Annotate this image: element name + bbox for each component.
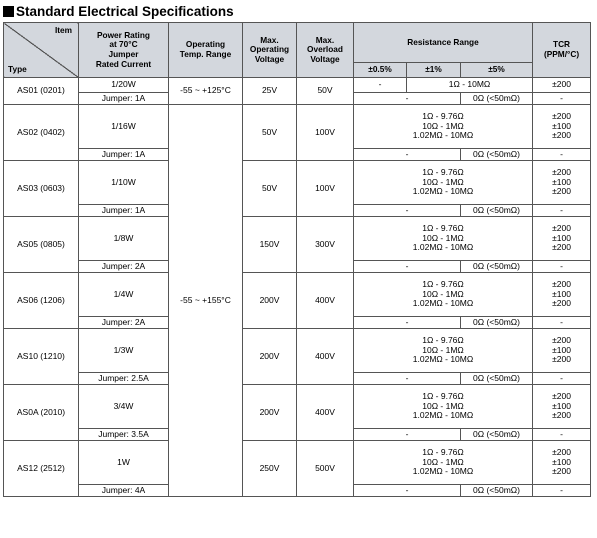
power-cell: 1/20W <box>79 78 169 93</box>
tcr-line: ±100 <box>552 288 571 299</box>
table-row <box>4 78 591 93</box>
temp-range-cell: -55 ~ +155°C <box>169 105 243 497</box>
section-title-text: Standard Electrical Specifications <box>16 3 234 19</box>
jumper-zero-cell: 0Ω (<50mΩ) <box>461 485 533 497</box>
tcr-line: ±200 <box>552 110 571 121</box>
tcr-line: ±200 <box>552 410 571 421</box>
jumper-cell: Jumper: 3.5A <box>79 429 169 441</box>
overload-cell: 100V <box>297 161 354 217</box>
tcr-line: ±100 <box>552 344 571 355</box>
resistance-line: 1.02MΩ - 10MΩ <box>412 186 474 197</box>
header-type-label: Type <box>8 64 27 75</box>
header-voltage-line: Operating <box>249 44 290 55</box>
tcr-cell <box>533 217 591 261</box>
overload-cell: 300V <box>297 217 354 273</box>
jumper-zero-cell: 0Ω (<50mΩ) <box>461 429 533 441</box>
tcr-cell: ±200 <box>533 78 591 93</box>
jumper-zero-cell: 0Ω (<50mΩ) <box>461 317 533 329</box>
tcr-line: ±200 <box>552 446 571 457</box>
tcr-cell <box>533 161 591 205</box>
header-tcr-line: (PPM/°C) <box>543 49 580 59</box>
power-cell: 1/8W <box>79 217 169 261</box>
resistance-line: 1Ω - 9.76Ω <box>422 222 464 233</box>
jumper-cell: Jumper: 1A <box>79 149 169 161</box>
type-cell: AS12 (2512) <box>4 441 79 497</box>
resistance-line: 1Ω - 9.76Ω <box>422 390 464 401</box>
voltage-cell: 200V <box>243 329 297 385</box>
resistance-range-cell <box>354 329 533 373</box>
resistance-range-cell <box>354 273 533 317</box>
resistance-range-cell <box>354 161 533 205</box>
resistance-line: 1.02MΩ - 10MΩ <box>412 130 474 141</box>
spec-table <box>3 22 591 497</box>
jumper-tcr-cell: - <box>533 149 591 161</box>
resistance-line: 10Ω - 1MΩ <box>422 288 464 299</box>
jumper-cell: Jumper: 2A <box>79 261 169 273</box>
table-row <box>4 161 591 205</box>
voltage-cell: 200V <box>243 385 297 441</box>
voltage-cell: 250V <box>243 441 297 497</box>
tcr-line: ±100 <box>552 120 571 131</box>
jumper-resistance-cell: - <box>354 149 461 161</box>
jumper-zero-cell: 0Ω (<50mΩ) <box>461 261 533 273</box>
tcr-cell <box>533 385 591 429</box>
square-bullet-icon <box>3 6 14 17</box>
tcr-line: ±200 <box>552 186 571 197</box>
tcr-line: ±200 <box>552 354 571 365</box>
resistance-range-cell <box>354 385 533 429</box>
overload-cell: 500V <box>297 441 354 497</box>
type-cell: AS0A (2010) <box>4 385 79 441</box>
power-cell: 1/10W <box>79 161 169 205</box>
table-row <box>4 273 591 317</box>
jumper-tcr-cell: - <box>533 205 591 217</box>
header-power-line: Rated Current <box>95 58 152 69</box>
type-cell: AS02 (0402) <box>4 105 79 161</box>
jumper-zero-cell: 0Ω (<50mΩ) <box>461 93 533 105</box>
voltage-cell: 200V <box>243 273 297 329</box>
power-cell: 1W <box>79 441 169 485</box>
jumper-cell: Jumper: 2.5A <box>79 373 169 385</box>
header-power-line: at 70°C <box>109 39 138 50</box>
resistance-line: 10Ω - 1MΩ <box>422 456 464 467</box>
type-cell: AS05 (0805) <box>4 217 79 273</box>
jumper-resistance-cell: - <box>354 429 461 441</box>
type-cell: AS03 (0603) <box>4 161 79 217</box>
jumper-tcr-cell: - <box>533 485 591 497</box>
jumper-resistance-cell: - <box>354 317 461 329</box>
header-temp-line: Temp. Range <box>179 49 232 59</box>
power-cell: 1/3W <box>79 329 169 373</box>
tcr-line: ±100 <box>552 176 571 187</box>
temp-range-cell: -55 ~ +125°C <box>169 78 243 105</box>
table-row <box>4 329 591 373</box>
jumper-cell: Jumper: 1A <box>79 93 169 105</box>
resistance-line: 1Ω - 9.76Ω <box>422 166 464 177</box>
overload-cell: 400V <box>297 273 354 329</box>
table-row <box>4 105 591 149</box>
header-overload-line: Voltage <box>310 53 340 64</box>
jumper-cell: Jumper: 1A <box>79 205 169 217</box>
type-cell: AS10 (1210) <box>4 329 79 385</box>
resistance-line: 10Ω - 1MΩ <box>422 176 464 187</box>
resistance-15-cell: 1Ω - 10MΩ <box>407 78 533 93</box>
voltage-cell: 50V <box>243 105 297 161</box>
resistance-05-cell: - <box>354 78 407 93</box>
header-tol-1: ±1% <box>407 62 461 77</box>
tcr-line: ±200 <box>552 278 571 289</box>
header-max-voltage <box>243 23 297 78</box>
header-overload-voltage <box>297 23 354 78</box>
jumper-resistance-cell: - <box>354 93 461 105</box>
header-tol-05: ±0.5% <box>354 62 407 77</box>
jumper-resistance-cell: - <box>354 205 461 217</box>
jumper-tcr-cell: - <box>533 93 591 105</box>
header-power-line: Jumper <box>108 49 139 59</box>
resistance-line: 10Ω - 1MΩ <box>422 232 464 243</box>
resistance-line: 1Ω - 9.76Ω <box>422 110 464 121</box>
header-power-rating <box>79 23 169 78</box>
tcr-line: ±100 <box>552 232 571 243</box>
resistance-line: 1.02MΩ - 10MΩ <box>412 354 474 365</box>
header-temp-line: Operating <box>185 39 226 50</box>
tcr-cell <box>533 105 591 149</box>
power-cell: 1/4W <box>79 273 169 317</box>
header-overload-line: Max. <box>315 34 335 45</box>
resistance-range-cell <box>354 105 533 149</box>
header-voltage-line: Voltage <box>254 53 285 64</box>
overload-cell: 400V <box>297 329 354 385</box>
resistance-line: 1.02MΩ - 10MΩ <box>412 298 474 309</box>
section-title <box>3 2 234 20</box>
resistance-range-cell <box>354 217 533 261</box>
tcr-line: ±200 <box>552 466 571 477</box>
jumper-tcr-cell: - <box>533 261 591 273</box>
jumper-tcr-cell: - <box>533 429 591 441</box>
power-cell: 1/16W <box>79 105 169 149</box>
resistance-line: 1Ω - 9.76Ω <box>422 278 464 289</box>
header-resistance-range: Resistance Range <box>354 23 533 63</box>
voltage-cell: 50V <box>243 161 297 217</box>
voltage-cell: 25V <box>243 78 297 105</box>
jumper-zero-cell: 0Ω (<50mΩ) <box>461 373 533 385</box>
resistance-line: 10Ω - 1MΩ <box>422 120 464 131</box>
jumper-cell: Jumper: 2A <box>79 317 169 329</box>
tcr-line: ±100 <box>552 456 571 467</box>
jumper-cell: Jumper: 4A <box>79 485 169 497</box>
tcr-cell <box>533 441 591 485</box>
header-voltage-line: Max. <box>260 34 279 45</box>
voltage-cell: 150V <box>243 217 297 273</box>
tcr-line: ±200 <box>552 298 571 309</box>
jumper-tcr-cell: - <box>533 317 591 329</box>
jumper-zero-cell: 0Ω (<50mΩ) <box>461 205 533 217</box>
header-item-label: Item <box>54 25 72 35</box>
header-tcr <box>533 23 591 78</box>
jumper-resistance-cell: - <box>354 373 461 385</box>
header-tol-5: ±5% <box>461 62 533 77</box>
resistance-line: 1.02MΩ - 10MΩ <box>412 242 474 253</box>
overload-cell: 50V <box>297 78 354 105</box>
type-cell: AS06 (1206) <box>4 273 79 329</box>
tcr-line: ±200 <box>552 166 571 177</box>
header-power-line: Power Rating <box>96 29 150 40</box>
table-row <box>4 441 591 485</box>
table-row <box>4 217 591 261</box>
resistance-line: 10Ω - 1MΩ <box>422 400 464 411</box>
header-item-type <box>4 23 79 78</box>
tcr-cell <box>533 329 591 373</box>
jumper-zero-cell: 0Ω (<50mΩ) <box>461 149 533 161</box>
resistance-line: 1Ω - 9.76Ω <box>422 334 464 345</box>
header-tcr-line: TCR <box>553 39 571 50</box>
power-cell: 3/4W <box>79 385 169 429</box>
header-overload-line: Overload <box>307 44 343 55</box>
header-temp-range <box>169 23 243 78</box>
tcr-line: ±200 <box>552 334 571 345</box>
tcr-line: ±200 <box>552 130 571 141</box>
type-cell: AS01 (0201) <box>4 78 79 105</box>
overload-cell: 100V <box>297 105 354 161</box>
tcr-line: ±200 <box>552 390 571 401</box>
tcr-line: ±100 <box>552 400 571 411</box>
resistance-line: 1Ω - 9.76Ω <box>422 446 464 457</box>
overload-cell: 400V <box>297 385 354 441</box>
tcr-line: ±200 <box>552 242 571 253</box>
table-row <box>4 385 591 429</box>
jumper-tcr-cell: - <box>533 373 591 385</box>
resistance-line: 1.02MΩ - 10MΩ <box>412 410 474 421</box>
resistance-line: 1.02MΩ - 10MΩ <box>412 466 474 477</box>
resistance-line: 10Ω - 1MΩ <box>422 344 464 355</box>
tcr-cell <box>533 273 591 317</box>
jumper-resistance-cell: - <box>354 485 461 497</box>
tcr-line: ±200 <box>552 222 571 233</box>
jumper-resistance-cell: - <box>354 261 461 273</box>
resistance-range-cell <box>354 441 533 485</box>
